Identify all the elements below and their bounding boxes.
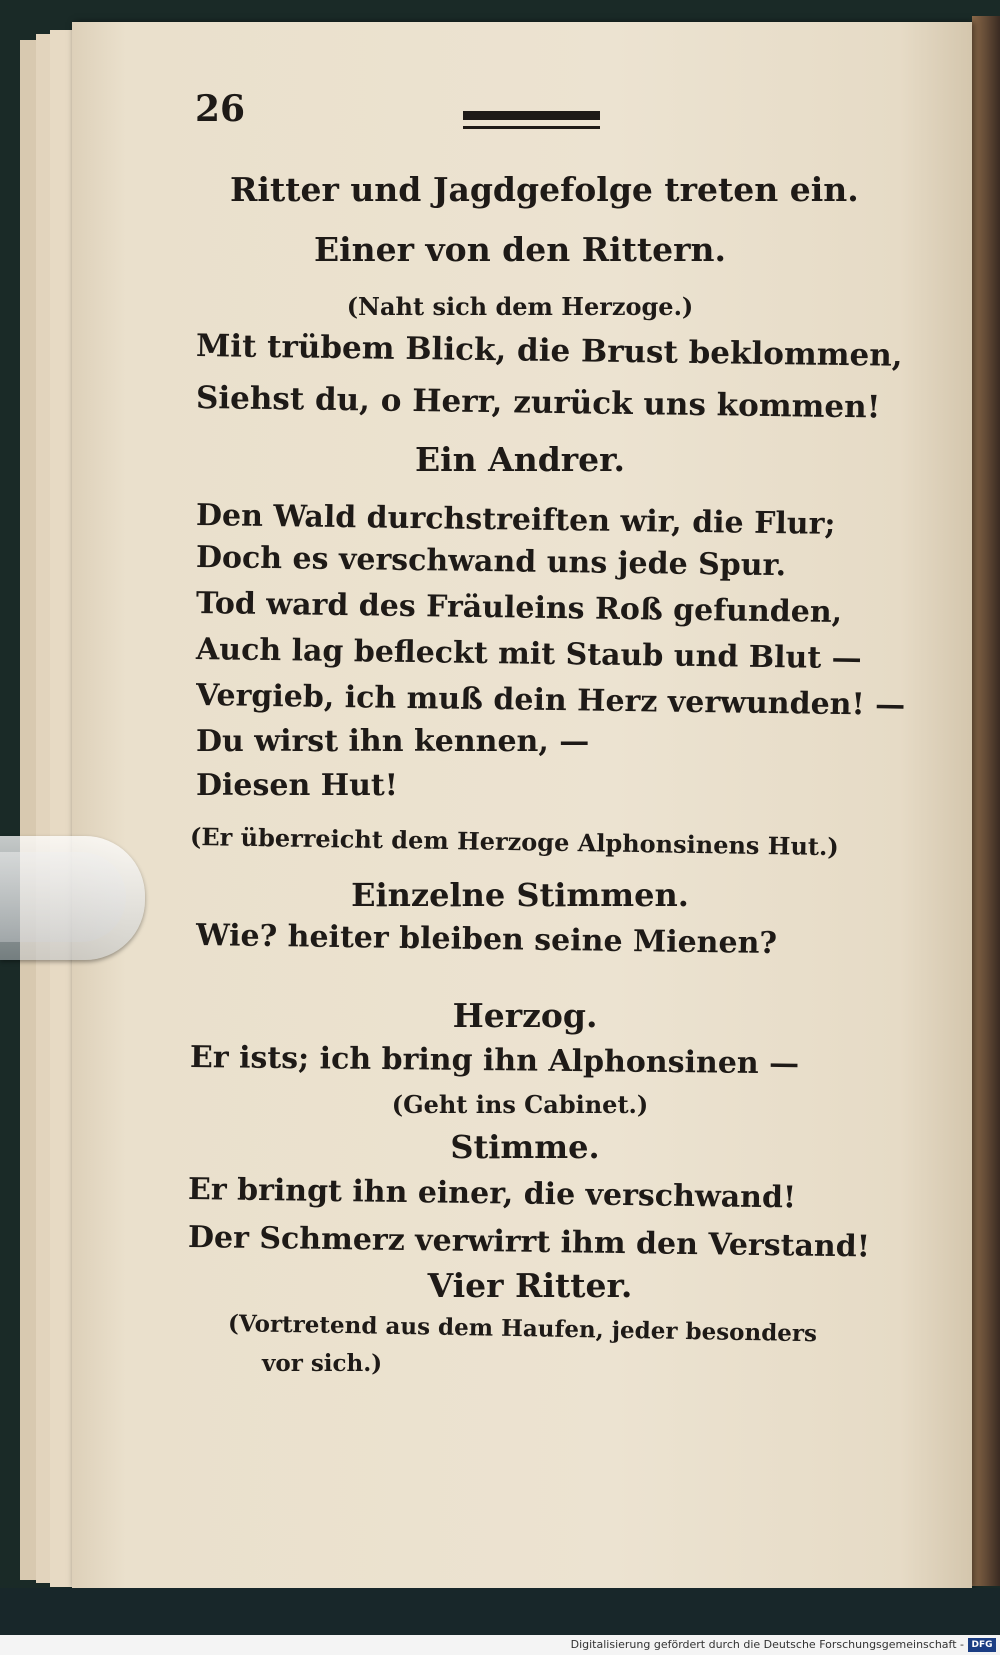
verse-line: Vergieb, ich muß dein Herz verwunden! — xyxy=(195,678,906,723)
verse-line: Doch es verschwand uns jede Spur. xyxy=(195,540,787,584)
speaker-name: Einzelne Stimmen. xyxy=(351,876,689,914)
verse-line: Er ists; ich bring ihn Alphonsinen — xyxy=(189,1040,800,1082)
verse-line: Wie? heiter bleiben seine Mienen? xyxy=(195,918,778,962)
heading: Ritter und Jagdgefolge treten ein. xyxy=(230,170,859,209)
page-clip-inner xyxy=(0,852,126,942)
stage-direction: (Naht sich dem Herzoge.) xyxy=(346,292,694,321)
verse-line: Siehst du, o Herr, zurück uns kommen! xyxy=(195,380,881,426)
verse-line: Mit trübem Blick, die Brust beklommen, xyxy=(195,328,903,374)
footer-bar xyxy=(0,1635,1000,1655)
header-rule-thin xyxy=(463,126,600,129)
speaker-name: Einer von den Rittern. xyxy=(313,230,727,269)
stage-direction: (Er überreicht dem Herzoge Alphonsinens Hut.) xyxy=(189,822,839,862)
stage-direction: vor sich.) xyxy=(262,1350,383,1377)
verse-line: Der Schmerz verwirrt ihm den Verstand! xyxy=(187,1220,871,1265)
header-rule-thick xyxy=(463,111,600,120)
verse-line: Du wirst ihn kennen, — xyxy=(196,724,590,759)
dfg-logo: DFG xyxy=(968,1638,996,1652)
verse-line: Diesen Hut! xyxy=(196,768,398,803)
verse-line: Er bringt ihn einer, die verschwand! xyxy=(187,1172,797,1216)
stage-direction: (Geht ins Cabinet.) xyxy=(391,1090,649,1119)
page-number: 26 xyxy=(195,88,246,130)
scan-bottom-band xyxy=(0,1588,1000,1635)
book-cover-edge xyxy=(972,16,1000,1586)
verse-line: Den Wald durchstreiften wir, die Flur; xyxy=(195,498,836,542)
verse-line: Auch lag befleckt mit Staub und Blut — xyxy=(195,632,862,677)
verse-line: Tod ward des Fräuleins Roß gefunden, xyxy=(195,586,843,631)
speaker-name: Ein Andrer. xyxy=(414,440,626,479)
footer-credit: Digitalisierung gefördert durch die Deutsche Forschungsgemeinschaft - xyxy=(570,1638,964,1651)
speaker-name: Herzog. xyxy=(452,996,598,1035)
speaker-name: Stimme. xyxy=(450,1128,600,1166)
stage-direction: (Vortretend aus dem Haufen, jeder besonders xyxy=(227,1310,818,1348)
speaker-name: Vier Ritter. xyxy=(427,1266,633,1305)
